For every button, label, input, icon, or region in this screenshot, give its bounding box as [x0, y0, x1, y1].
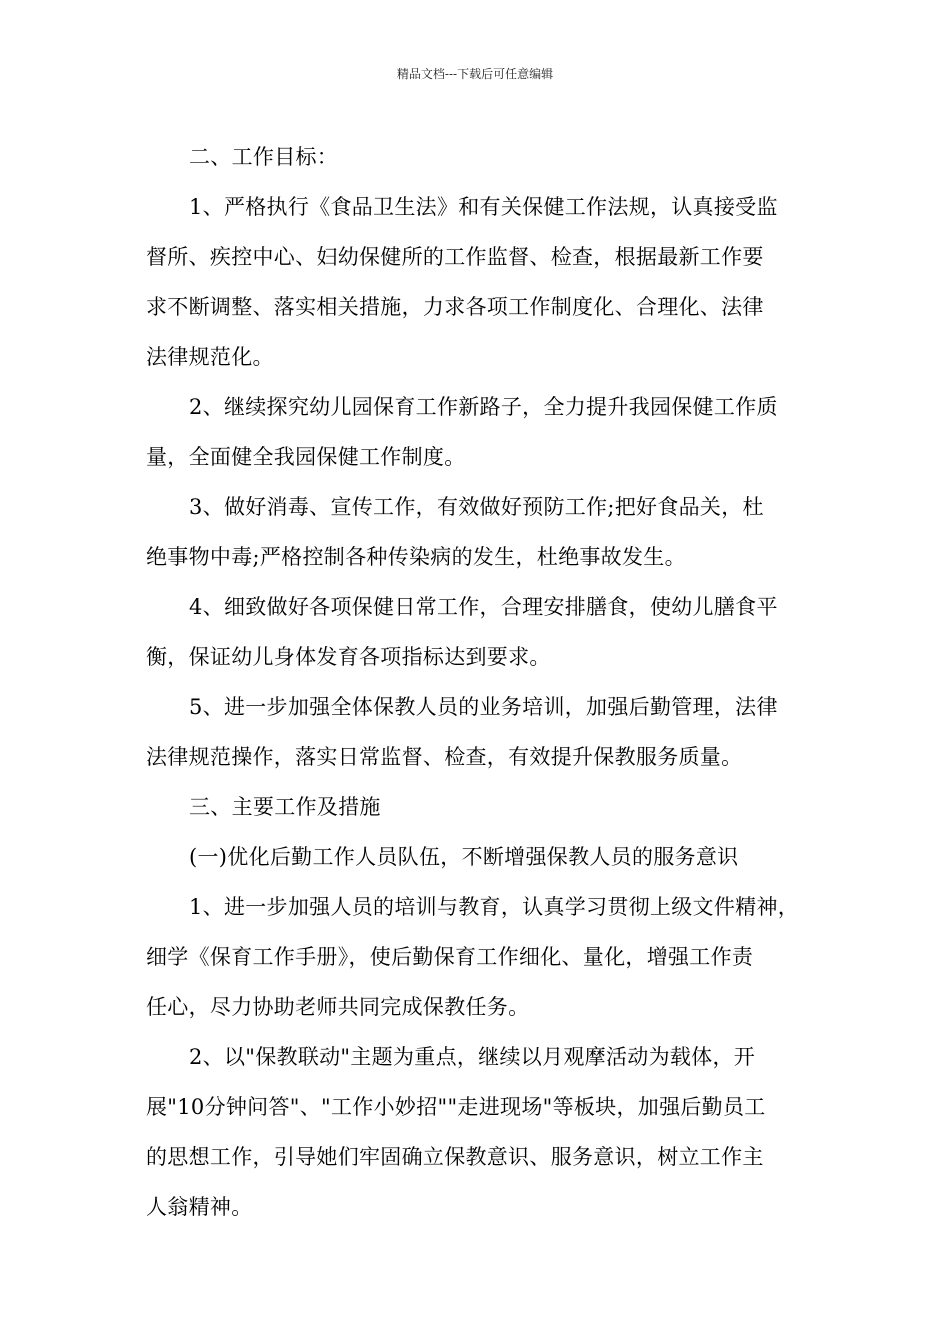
- document-body: [146, 132, 826, 1232]
- paragraph-line: 人翁精神。: [146, 1195, 253, 1219]
- section-heading-goals: 二、工作目标：: [189, 145, 339, 169]
- page-header: 精品文档---下载后可任意编辑: [396, 67, 554, 81]
- paragraph-line: 法律规范化。: [146, 345, 274, 369]
- section-heading-measures: 三、主要工作及措施: [189, 795, 381, 819]
- paragraph-line: 5、进一步加强全体保教人员的业务培训，加强后勤管理，法律: [189, 695, 778, 719]
- paragraph-line: 求不断调整、落实相关措施，力求各项工作制度化、合理化、法律: [146, 295, 764, 319]
- paragraph-line: 2、以"保教联动"主题为重点，继续以月观摩活动为载体，开: [189, 1045, 756, 1069]
- paragraph-line: 2、继续探究幼儿园保育工作新路子，全力提升我园保健工作质: [189, 395, 778, 419]
- paragraph-line: 1、进一步加强人员的培训与教育，认真学习贯彻上级文件精神，: [189, 895, 800, 919]
- paragraph-line: 绝事物中毒;严格控制各种传染病的发生，杜绝事故发生。: [146, 545, 686, 569]
- paragraph-line: 督所、疾控中心、妇幼保健所的工作监督、检查，根据最新工作要: [146, 245, 764, 269]
- paragraph-line: 衡，保证幼儿身体发育各项指标达到要求。: [146, 645, 551, 669]
- paragraph-line: 4、细致做好各项保健日常工作，合理安排膳食，使幼儿膳食平: [189, 595, 778, 619]
- paragraph-line: 量，全面健全我园保健工作制度。: [146, 445, 466, 469]
- paragraph-line: 细学《保育工作手册》，使后勤保育工作细化、量化，增强工作责: [146, 945, 754, 969]
- paragraph-line: 1、严格执行《食品卫生法》和有关保健工作法规，认真接受监: [189, 195, 778, 219]
- paragraph-line: 展"10分钟问答"、"工作小妙招""走进现场"等板块，加强后勤员工: [146, 1095, 766, 1119]
- paragraph-line: 任心，尽力协助老师共同完成保教任务。: [146, 995, 530, 1019]
- subsection-heading: (一)优化后勤工作人员队伍，不断增强保教人员的服务意识: [189, 845, 739, 869]
- paragraph-line: 3、做好消毒、宣传工作，有效做好预防工作;把好食品关，杜: [189, 495, 764, 519]
- paragraph-line: 的思想工作，引导她们牢固确立保教意识、服务意识，树立工作主: [146, 1145, 764, 1169]
- paragraph-line: 法律规范操作，落实日常监督、检查，有效提升保教服务质量。: [146, 745, 743, 769]
